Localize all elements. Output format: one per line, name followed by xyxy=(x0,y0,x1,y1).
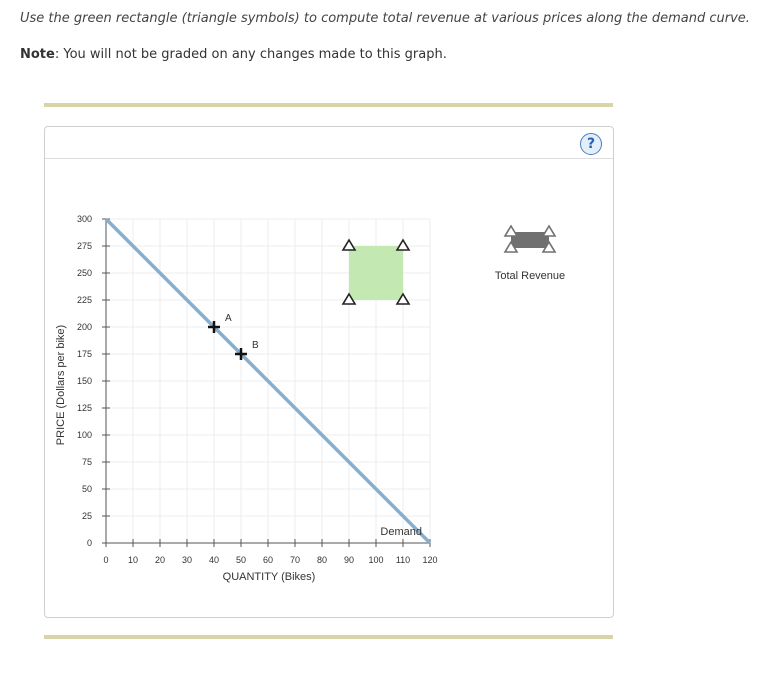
demand-label: Demand xyxy=(380,526,422,538)
y-tick-label: 275 xyxy=(76,241,92,251)
legend-group[interactable] xyxy=(505,226,555,252)
y-tick-labels xyxy=(77,214,92,548)
y-tick-label: 75 xyxy=(81,457,92,467)
x-tick-label: 80 xyxy=(316,555,328,565)
x-tick-label: 30 xyxy=(181,555,193,565)
total-revenue-rectangle-group[interactable] xyxy=(343,240,409,304)
y-tick-label: 225 xyxy=(76,295,92,305)
y-tick-label: 175 xyxy=(76,349,92,359)
x-tick-label: 20 xyxy=(154,555,166,565)
y-tick-label: 0 xyxy=(86,538,92,548)
point-label: B xyxy=(252,340,259,351)
x-tick-label: 40 xyxy=(208,555,220,565)
point-label: A xyxy=(225,313,232,324)
help-button[interactable]: ? xyxy=(580,133,602,155)
instructions-text: Use the green rectangle (triangle symbols) to compute total revenue at various prices along the demand curve. xyxy=(20,11,750,26)
x-tick-label: 70 xyxy=(289,555,301,565)
note-body: : You will not be graded on any changes made to this graph. xyxy=(54,47,447,62)
x-tick-label: 10 xyxy=(127,555,139,565)
y-tick-label: 300 xyxy=(76,214,92,224)
x-tick-label: 120 xyxy=(422,555,438,565)
note-text xyxy=(20,47,447,62)
bottom-divider xyxy=(44,635,613,639)
y-tick-label: 150 xyxy=(76,376,92,386)
top-divider xyxy=(44,103,613,107)
total-revenue-rectangle[interactable] xyxy=(349,246,403,300)
x-tick-label: 100 xyxy=(368,555,384,565)
legend-label: Total Revenue xyxy=(494,270,566,282)
legend-triangle-icon xyxy=(543,226,555,236)
y-axis-label: PRICE (Dollars per bike) xyxy=(55,324,67,446)
triangle-handle-icon[interactable] xyxy=(343,240,355,250)
y-tick-label: 50 xyxy=(81,484,92,494)
graph-svg xyxy=(45,127,613,617)
x-tick-label: 0 xyxy=(103,555,109,565)
y-tick-label: 125 xyxy=(76,403,92,413)
x-tick-label: 90 xyxy=(343,555,355,565)
x-tick-label: 110 xyxy=(395,555,411,565)
x-axis-label: QUANTITY (Bikes) xyxy=(222,571,316,583)
y-tick-label: 200 xyxy=(76,322,92,332)
x-tick-label: 60 xyxy=(262,555,274,565)
graph-panel xyxy=(44,126,614,618)
x-tick-label: 50 xyxy=(235,555,247,565)
y-tick-label: 25 xyxy=(81,511,92,521)
triangle-handle-icon[interactable] xyxy=(397,240,409,250)
y-tick-label: 250 xyxy=(76,268,92,278)
x-tick-labels xyxy=(103,555,437,565)
legend-triangle-icon xyxy=(505,226,517,236)
y-tick-label: 100 xyxy=(76,430,92,440)
note-label: Note xyxy=(20,47,55,62)
points-group xyxy=(208,313,259,360)
